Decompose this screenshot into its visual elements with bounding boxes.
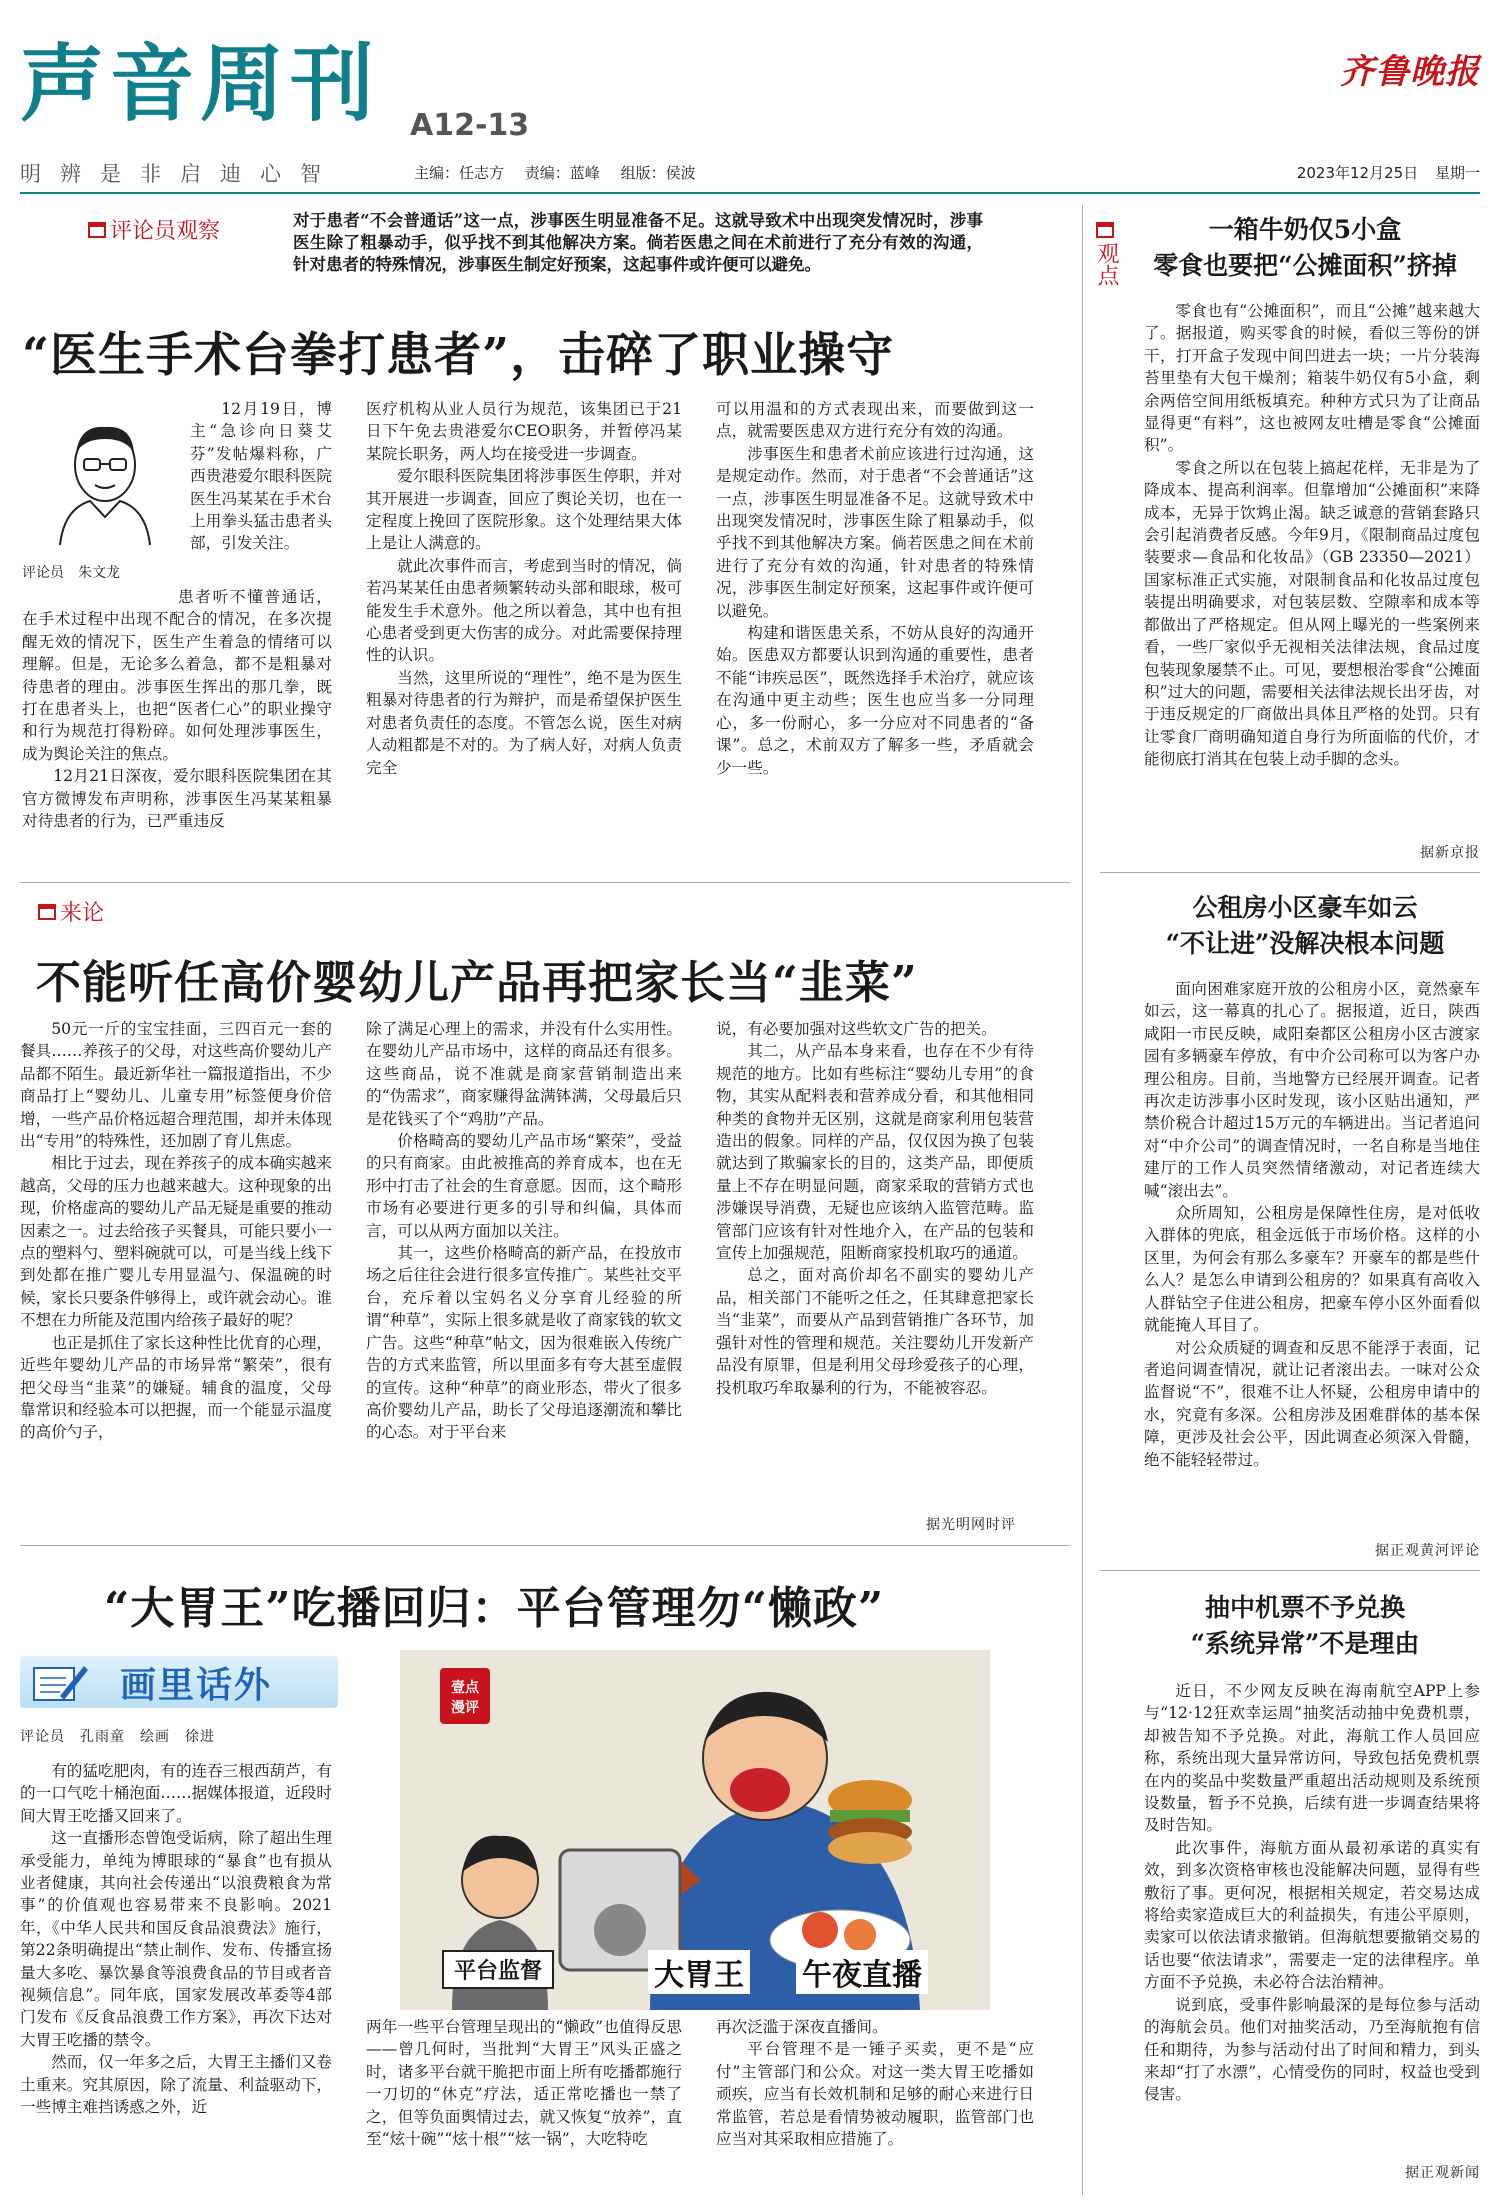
paragraph: 此次事件，海航方面从最初承诺的真实有效，到多次资格审核也没能解决问题，显得有些敷衍了事。更何况，根据相关规定，若交易达成将给卖家造成巨大的利益损失，有违公平原则，卖家可以依法请求撤销。但海航想要撤销交易的话也要“依法请求”，需要走一定的法律程序。单方面不予兑换，未必符合法治精神。 [1144,1838,1480,1992]
paragraph: 然而，仅一年多之后，大胃王主播们又卷土重来。究其原因，除了流量、利益驱动下，一些博主难挡诱惑之外，近 [20,2053,332,2117]
layout-editor: 组版：侯波 [620,164,696,182]
article1-col3 [716,398,1034,872]
article3-col3 [716,2016,1034,2196]
article1-author: 评论员 朱文龙 [22,565,120,581]
article2-byline: 据光明网时评 [926,1517,1016,1533]
editor-credits [414,162,712,183]
paragraph: 12月19日，博主“急诊向日葵艾芬”发帖爆料称，广西贵港爱尔眼科医院医生冯某某在手术台上用拳头猛击患者头部，引发关注。 [190,400,332,553]
section-divider [20,1545,1070,1546]
section-divider [1100,1570,1480,1571]
column-banner [20,1656,338,1708]
issue-weekday: 星期一 [1434,164,1480,182]
pen-notebook-icon [30,1660,90,1704]
paragraph: 说，有必要加强对这些软文广告的把关。 [716,1020,997,1038]
section-tag-label: 评论员观察 [110,219,221,244]
section-tag-viewpoint [1093,222,1117,293]
headline-line1: 一箱牛奶仅5小盒 [1208,215,1402,244]
paragraph: 构建和谐医患关系，不妨从良好的沟通开始。医患双方都要认识到沟通的重要性，患者不能“讳疾忌医”，既然选择手术治疗，就应该在沟通中更主动些；医生也应当多一分同理心，多一份耐心，多一分应对不同患者的“备课”。总之，术前双方了解多一些，矛盾就会少一些。 [716,624,1034,777]
paragraph: 近日，不少网友反映在海南航空APP上参与“12·12狂欢幸运周”抽奖活动抽中免费机票，却被告知不予兑换。对此，海航工作人员回应称，系统出现大量异常访问，导致包括免费机票在内的奖品中奖数量严重超出活动规则及系统预设数量，暂予不兑换，后续有进一步调查结果将及时告知。 [1144,1682,1480,1835]
cartoon-label-big-eater: 大胃王 [648,1950,750,1994]
section-divider [20,882,1070,883]
article3-col1 [20,1760,332,2196]
paragraph: 有的猛吃肥肉，有的连吞三根西葫芦，有的一口气吃十桶泡面……据媒体报道，近段时间大胃王吃播又回来了。 [20,1762,332,1825]
article2-col2 [366,1018,682,1536]
section-tag-laiyun [38,896,104,927]
date-line [1285,162,1480,183]
paragraph: 两年一些平台管理呈现出的“懒政”也值得反思——曾几何时，当批判“大胃王”风头正盛之时，诸多平台就干脆把市面上所有吃播都施行一刀切的“休克”疗法，适正常吃播也一禁了之，但等负面舆情过去，就又恢复“放养”，直至“炫十碗”“炫十根”“炫一锅”，大吃特吃 [366,2018,682,2149]
author-sketch-icon [30,405,180,555]
paragraph: 对公众质疑的调查和反思不能浮于表面，记者追问调查情况，就让记者滚出去。一味对公众监督说“不”，很难不让人怀疑，公租房申请中的水，究竟有多深。公租房涉及困难群体的基本保障，更涉及社会公平，因此调查必须深入骨髓，绝不能轻轻带过。 [1144,1338,1480,1469]
side-a1-body [1144,300,1480,840]
newspaper-logo: 齐鲁晚报 [1340,52,1480,92]
paragraph: 总之，面对高价却名不副实的婴幼儿产品，相关部门不能听之任之，任其肆意把家长当“韭菜”，而要从产品到营销推广各环节，加强针对性的管理和规范。关注婴幼儿开发新产品没有原罪，但是利用父母珍爱孩子的心理，投机取巧牟取暴利的行为，不能被容忍。 [716,1266,1034,1397]
paragraph: 说到底，受事件影响最深的是每位参与活动的海航会员。他们对抽奖活动，乃至海航抱有信任和期待，为参与活动付出了时间和精力，到头来却“打了水漂”，心情受伤的同时，权益也受到侵害。 [1144,1995,1480,2104]
article1-col2 [366,398,682,872]
headline-line2: “系统异常”不是理由 [1190,1629,1420,1658]
article1-lead: 对于患者“不会普通话”这一点，涉事医生明显准备不足。这就导致术中出现突发情况时，涉事医生除了粗暴动手，似乎找不到其他解决方案。倘若医患之间在术前进行了充分有效的沟通，针对患者的特殊情况，涉事医生制定好预案，这起事件或许便可以避免。 [293,211,983,274]
headline-line1: 抽中机票不予兑换 [1204,1593,1405,1622]
author-portrait [30,405,180,555]
article2-headline: 不能听任高价婴幼儿产品再把家长当“韭菜” [36,956,918,1009]
article2-col3 [716,1018,1034,1514]
paragraph: 相比于过去，现在养孩子的成本确实越来越高，父母的压力也越来越大。这种现象的出现，价格虚高的婴幼儿产品无疑是重要的推动因素之一。过去给孩子买餐具，可能只要小一点的塑料勺、塑料碗就可以，可是当线上线下到处都在推广婴儿专用显温勺、保温碗的时候，家长只要条件够得上，或许就会动心。谁不想在力所能及范围内给孩子最好的呢？ [20,1154,332,1330]
side-a3-headline [1130,1590,1480,1662]
paragraph: 涉事医生和患者术前应该进行过沟通，这是规定动作。然而，对于患者“不会普通话”这一点，涉事医生明显准备不足。这就导致术中出现突发情况时，涉事医生除了粗暴动手，似乎找不到其他解决方案。倘若医患之间在术前进行了充分有效的沟通，针对患者的特殊情况，涉事医生制定好预案，这起事件或许便可以避免。 [716,444,1034,620]
section-tag-label: 观点 [1094,242,1119,286]
paragraph: 50元一斤的宝宝挂面，三四百元一套的餐具……养孩子的父母，对这些高价婴幼儿产品都不陌生。最近新华社一篇报道指出，不少商品打上“婴幼儿、儿童专用”标签便身价倍增，一些产品价格远超合理范围，却并未体现出“专用”的特殊性，还加剧了育儿焦虑。 [20,1020,332,1151]
side-a2-headline [1130,890,1480,962]
side-a1-byline: 据新京报 [1420,845,1480,861]
article3-headline: “大胃王”吃播回归：平台管理勿“懒政” [104,1583,885,1634]
paragraph: 可以用温和的方式表现出来，而要做到这一点，就需要医患双方进行充分有效的沟通。 [716,400,1034,441]
masthead-motto: 明辨是非启迪心智 [20,162,340,186]
header-rule [20,192,1480,194]
issue-date: 2023年12月25日 [1296,164,1419,182]
article1-col1-top [190,398,332,586]
paragraph: 再次泛滥于深夜直播间。 [716,2018,888,2036]
tag-box-icon [88,222,106,238]
paragraph: 当然，这里所说的“理性”，绝不是为医生粗暴对待患者的行为辩护，而是希望保护医生对患者负责任的态度。不管怎么说，医生对病人动粗都是不对的。为了病人好，对病人负责完全 [366,668,682,777]
masthead-title: 声音周刊 [20,34,381,133]
side-a3-body [1144,1680,1480,2156]
paragraph: 这一直播形态曾饱受诟病，除了超出生理承受能力，单纯为博眼球的“暴食”也有损从业者健康，其向社会传递出“以浪费粮食为常事”的价值观也容易带来不良影响。2021年，《中华人民共和国反食品浪费法》施行，第22条明确提出“禁止制作、发布、传播宣扬量大多吃、暴饮暴食等浪费食品的节目或者音视频信息”。同年底，国家发展改革委等4部门发布《反食品浪费工作方案》，再次下达对大胃王吃播的禁令。 [20,1829,332,2049]
editorial-cartoon [400,1650,990,2010]
page-number: A12-13 [410,108,530,143]
paragraph: 12月21日深夜，爱尔眼科医院集团在其官方微博发布声明称，涉事医生冯某某粗暴对待患者的行为，已严重违反 [22,767,332,831]
tag-box-icon [38,904,56,920]
paragraph: 就此次事件而言，考虑到当时的情况，倘若冯某某任由患者频繁转动头部和眼球，极可能发生手术意外。他之所以着急，其中也有担心患者受到更大伤害的成分。对此需要保持理性的认识。 [366,556,682,665]
headline-line2: 零食也要把“公摊面积”挤掉 [1153,251,1457,280]
chief-editor: 主编：任志方 [414,164,505,182]
section-divider [1100,872,1480,873]
column-divider [1082,205,1083,2195]
paragraph: 也正是抓住了家长这种性比优育的心理，近些年婴幼儿产品的市场异常“繁荣”，很有把父母当“韭菜”的嫌疑。辅食的温度，父母靠常识和经验本可以把握，而一个能显示温度的高价勺子， [20,1333,332,1442]
paragraph: 其二，从产品本身来看，也存在不少有待规范的地方。比如有些标注“婴幼儿专用”的食物，其实从配料表和营养成分看，和其他相同种类的食物并无区别，这就是商家利用包装营造出的假象。同样的产品，仅仅因为换了包装就达到了欺骗家长的目的，这类产品，即便质量上不存在明显问题，商家采取的营销方式也涉嫌误导消费，无疑也应该纳入监管范畴。监管部门应该有针对性地介入，在产品的包装和宣传上加强规范，阻断商家投机取巧的通道。 [716,1042,1034,1263]
article3-col2 [366,2016,682,2196]
paragraph: 除了满足心理上的需求，并没有什么实用性。在婴幼儿产品市场中，这样的商品还有很多。这些商品，说不准就是商家营销制造出来的“伪需求”，商家赚得盆满钵满，父母最后只是花钱买了个“鸡肋”产品。 [366,1020,682,1128]
paragraph: 价格畸高的婴幼儿产品市场“繁荣”，受益的只有商家。由此被推高的养育成本，也在无形中打击了社会的生育意愿。因而，这个畸形市场有必要进行更多的引导和纠偏，具体而言，可以从两方面加以关注。 [366,1132,682,1240]
column-banner-label: 画里话外 [120,1664,273,1706]
paragraph: 零食也有“公摊面积”，而且“公摊”越来越大了。据报道，购买零食的时候，看似三等份的饼干，打开盒子发现中间凹进去一块；一片分装海苔里垫有大包干燥剂；箱装牛奶仅有5小盒，剩余两倍空间用纸板填充。种种方式只为了让商品显得更“有料”，这也被网友吐槽是零食“公摊面积”。 [1144,302,1480,455]
article1-col1 [22,586,332,872]
section-tag-observation [88,214,220,245]
editor: 责编：蓝峰 [524,164,600,182]
paragraph: 爱尔眼科医院集团将涉事医生停职，并对其开展进一步调查，回应了舆论关切，也在一定程度上挽回了医院形象。这个处理结果大体上是让人满意的。 [366,467,682,553]
side-a2-byline: 据正观黄河评论 [1375,1543,1480,1559]
side-a2-body [1144,978,1480,1538]
section-tag-label: 来论 [60,901,105,926]
paragraph: 面向困难家庭开放的公租房小区，竟然豪车如云，这一幕真的扎心了。据报道，近日，陕西咸阳一市民反映，咸阳秦都区公租房小区古渡家园有多辆豪车停放，有中介公司称可以为客户办理公租房。目前，当地警方已经展开调查。记者再次走访涉事小区时发现，该小区贴出通知，严禁价税合计超过15万元的车辆进出。当记者追问对“中介公司”的调查情况时，一名自称是当地住建厅的工作人员突然情绪激动，对记者连续大喊“滚出去”。 [1144,980,1480,1200]
headline-line2: “不让进”没解决根本问题 [1165,929,1445,958]
headline-line1: 公租房小区豪车如云 [1192,893,1418,922]
side-a3-byline: 据正观新闻 [1405,2165,1480,2181]
paragraph: 患者听不懂普通话，在手术过程中出现不配合的情况，在多次提醒无效的情况下，医生产生着急的情绪可以理解。但是，无论多么着急，都不是粗暴对待患者的理由。涉事医生挥出的那几拳，既打在患者头上，也把“医者仁心”的职业操守和行为规范打得粉碎。如何处理涉事医生，成为舆论关注的焦点。 [22,588,332,763]
cartoon-badge-line1: 壹点 [451,1680,479,1696]
paragraph: 其一，这些价格畸高的新产品，在投放市场之后往往会进行很多宣传推广。某些社交平台，充斥着以宝妈名义分享育儿经验的所谓“种草”，实际上很多就是收了商家钱的软文广告。这些“种草”帖文，因为很难嵌入传统广告的方式来监管，所以里面多有夸大甚至虚假的宣传。这种“种草”的商业形态，带火了很多高价婴幼儿产品，助长了父母追逐潮流和攀比的心态。对于平台来 [366,1244,682,1442]
article3-credits: 评论员 孔雨童 绘画 徐进 [20,1729,215,1745]
cartoon-label-midnight-live: 午夜直播 [796,1950,928,1994]
cartoon-badge-line2: 漫评 [451,1700,479,1716]
paragraph: 医疗机构从业人员行为规范，该集团已于21日下午免去贵港爱尔CEO职务，并暂停冯某某院长职务，两人均在接受进一步调查。 [366,400,682,463]
paragraph: 平台管理不是一锤子买卖，更不是“应付”主管部门和公众。对这一类大胃王吃播如顽疾，应当有长效机制和足够的耐心来进行日常监管，若总是看情势被动履职，监管部门也应当对其采取相应措施了。 [716,2040,1034,2149]
tag-box-icon [1096,222,1114,238]
article1-headline: “医生手术台拳打患者”，击碎了职业操守 [22,328,895,383]
cartoon-label-supervision: 平台监督 [442,1950,554,1989]
paragraph: 零食之所以在包装上搞起花样，无非是为了降成本、提高利润率。但靠增加“公摊面积”来降成本，无异于饮鸩止渴。缺乏诚意的营销套路只会引起消费者反感。今年9月，《限制商品过度包装要求—食品和化妆品》（GB 23350—2021）国家标准正式实施，对限制食品和化妆品过度包装提出明确要求，对包装层数、空隙率和成本等都做出了严格规定。但从网上曝光的一些案例来看，一些厂家似乎无视相关法律法规，食品过度包装现象屡禁不止。可见，要想根治零食“公摊面积”过大的问题，需要相关法律法规长出牙齿，对于违反规定的厂商做出具体且严格的处罚。只有让零食厂商明确知道自身行为所面临的代价，才能彻底打消其在包装上动手脚的念头。 [1144,458,1480,769]
article2-col1 [20,1018,332,1536]
paragraph: 众所周知，公租房是保障性住房，是对低收入群体的兜底，租金远低于市场价格。这样的小区里，为何会有那么多豪车？开豪车的都是些什么人？是怎么申请到公租房的？如果真有高收入人群钻空子住进公租房，把豪车停小区外面看似就能掩人耳目了。 [1144,1204,1480,1335]
side-a1-headline [1130,212,1480,284]
